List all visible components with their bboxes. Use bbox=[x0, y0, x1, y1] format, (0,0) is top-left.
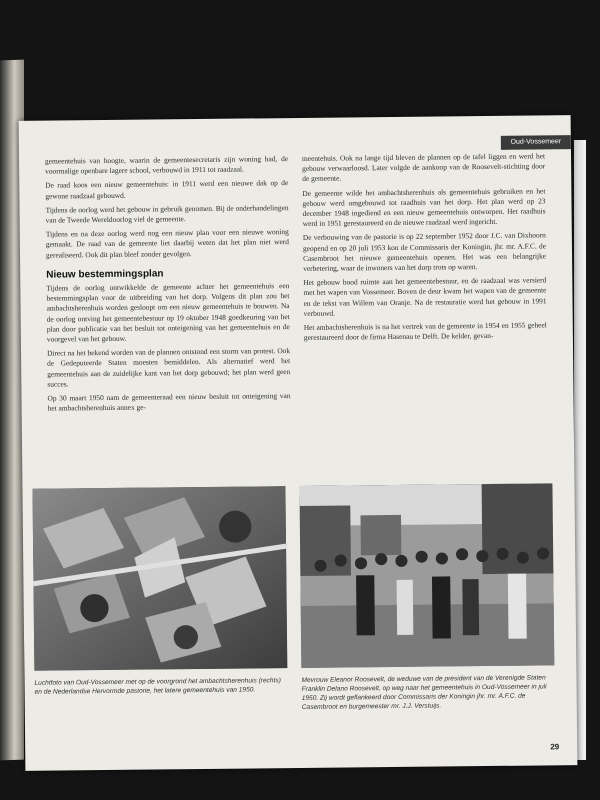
aerial-photo-caption: Luchtfoto van Oud-Vossemeer met op de voorgrond het ambachtsherenhuis (rechts) en de Nederlandse Hervormde pastorie, het latere gemeentehuis van 1950. bbox=[34, 677, 281, 696]
section-header-tab: Oud-Vossemeer bbox=[501, 135, 571, 150]
book-page bbox=[19, 115, 578, 771]
paragraph: De gemeente wilde het ambachtsherenhuis als gemeentehuis gebruiken en het gebouw werd omgebouwd tot raadhuis van het dorp. Het plan werd op 23 december 1948 ingediend en een nieuw gemeentehuis ontworpen. Het raadhuis werd in 1951 gerestaureerd en de nieuwe raadzaal werd ingericht. bbox=[302, 186, 546, 229]
crowd-photo-caption: Mevrouw Eleanor Roosevelt, de weduwe van de president van de Verenigde Staten Franklin Delano Roosevelt, op weg naar het gemeentehuis in Oud-Vossemeer in juli 1950. Zij wordt geflankeerd door Commissaris der Koningin jhr. mr. A.F.C. de Casembroot en burgemeester mr. J.J. Verstuijs. bbox=[301, 674, 547, 711]
paragraph: meentehuis. Ook na lange tijd bleven de plannen op de tafel liggen en werd het gebouw verwaarloosd. Later volgde de aankoop van de Roosevelt-stichting door de gemeente. bbox=[301, 151, 546, 184]
paragraph: De raad koos een nieuw gemeentehuis: in 1911 werd een nieuwe dak op de gewone raadzaal gebouwd. bbox=[45, 178, 289, 201]
paragraph: Tijdens en na deze oorlog werd nog een nieuw plan voor een nieuwe woning gemaakt. De raad van de gemeente liet daarbij weten dat het plan niet werd gerealiseerd. Ook dit plan bleef zonder gevolgen. bbox=[45, 227, 289, 260]
photo-row bbox=[32, 483, 554, 678]
crowd-photo bbox=[299, 483, 554, 668]
paragraph: Het ambachtsherenhuis is na het vertrek van de gemeente in 1954 en 1955 geheel gerestaureerd door de firma Hasenau te Delft. De kelder, gevan- bbox=[303, 320, 547, 343]
paragraph: Tijdens de oorlog ontwikkelde de gemeente achter het gemeentehuis een bestemmingsplan voor de uitbreiding van het dorp. Volgens dit plan zou het ambachtsherenhuis worden gesloopt om een nieuw gemeentehuis te bouwen. Na de oorlog ontving het gemeentebestuur op 19 oktober 1948 goedkeuring van het plan door publicatie van het besluit tot onteigening van het gemeentehuis en de voorgevel van het gebouw. bbox=[46, 281, 290, 344]
crowd-photo-image bbox=[299, 483, 554, 668]
section-heading: Nieuw bestemmingsplan bbox=[46, 268, 164, 281]
caption-row bbox=[34, 673, 554, 714]
page-number: 29 bbox=[550, 742, 560, 752]
paragraph: Direct na het bekend worden van de plannen ontstond een storm van protest. Ook de Gedeputeerde Staten moesten bemiddelen. Als alternatief werd het gemeentehuis aan de zuidelijke kant van het dorp gebouwd; het plan werd geen succes. bbox=[47, 346, 291, 389]
left-column bbox=[45, 154, 291, 487]
paragraph: De verbouwing van de pastorie is op 22 september 1952 door J.C. van Dixhoorn geopend en op 20 juli 1953 kon de Commissaris der Koningin, jhr. mr. A.F.C. de Casembroot het nieuwe gemeentehuis openen. Het was een belangrijke verbetering, waar de inwoners van het dorp trots op waren. bbox=[302, 230, 547, 273]
paragraph: Het gebouw bood ruimte aan het gemeentebestuur, en de raadzaal was versierd met het wapen van Vossemeer. Boven de deur kwam het wapen van de gemeente en de tekst van Willem van Oranje. Na de restauratie werd het gebouw in 1991 verbouwd. bbox=[303, 275, 547, 318]
aerial-photo bbox=[32, 486, 287, 671]
aerial-photo-image bbox=[32, 486, 287, 671]
text-columns bbox=[45, 151, 548, 486]
paragraph: Op 30 maart 1950 nam de gemeenteraad een nieuw besluit tot onteigening van het ambachtsherenhuis annex ge- bbox=[47, 391, 291, 413]
paragraph: gemeentehuis van hoogte, waarin de gemeentesecretaris zijn woning had, de voormalige openbare lagere school, verbouwd in 1911 tot raadzaal. bbox=[44, 154, 289, 176]
right-column bbox=[302, 151, 548, 484]
paragraph: Tijdens de oorlog werd het gebouw in gebruik genomen. Bij de onderhandelingen van de Tweede Wereldoorlog viel de gemeente. bbox=[45, 202, 289, 225]
